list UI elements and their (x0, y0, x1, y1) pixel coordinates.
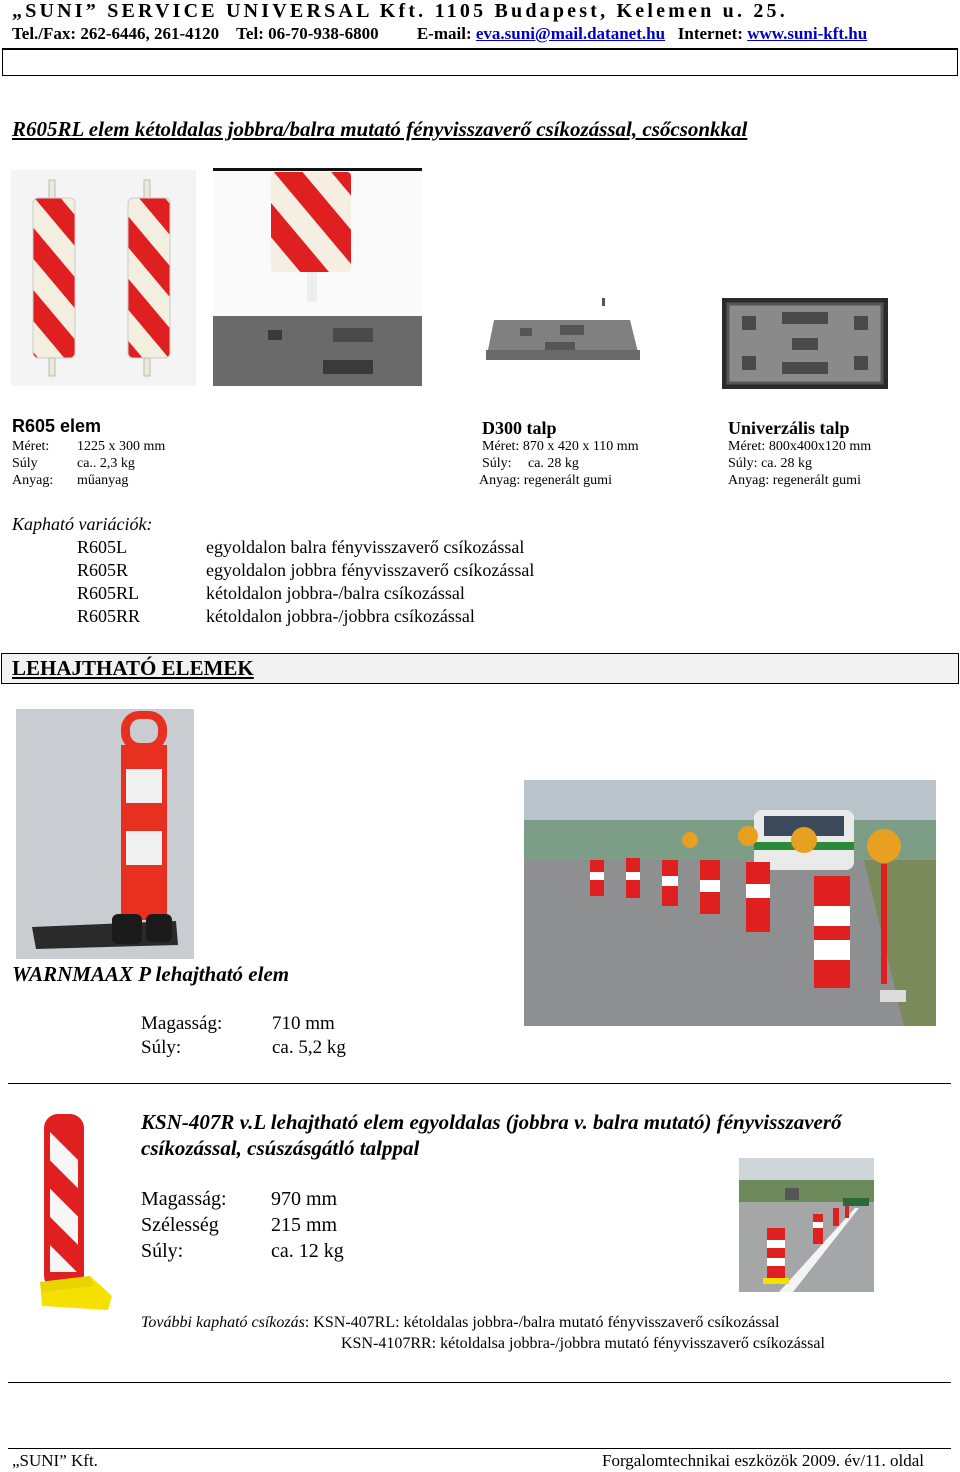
universal-base-photo (722, 298, 888, 389)
ksn-title-line1: KSN-407R v.L lehajtható elem egyoldalas (jobbra v. balra mutató) fényvisszaverő (141, 1110, 842, 1134)
ksn-height: 970 mm (271, 1188, 338, 1210)
email-link[interactable]: eva.suni@mail.datanet.hu (475, 24, 666, 43)
r605-material-label: Anyag: (12, 473, 54, 488)
d300-material: Anyag: regenerált gumi (479, 473, 612, 488)
road-scene-photo (524, 780, 936, 1026)
variation-code: R605R (77, 560, 129, 580)
more-variant-rl: : KSN-407RL: kétoldalas jobbra-/balra mutató fényvisszaverő csíkozással (304, 1314, 780, 1331)
section-title: LEHAJTHATÓ ELEMEK (12, 656, 254, 680)
header-box (2, 48, 958, 76)
variation-desc: egyoldalon balra fényvisszaverő csíkozással (206, 537, 525, 557)
d300-weight: ca. 28 kg (528, 456, 579, 471)
r605-weight: ca.. 2,3 kg (77, 456, 135, 471)
ksn-width: 215 mm (271, 1214, 338, 1236)
d300-weight-label: Súly: (482, 456, 512, 471)
company-header: „SUNI” SERVICE UNIVERSAL Kft. 1105 Budapest, Kelemen u. 25. (12, 0, 788, 22)
page-title: R605RL elem kétoldalas jobbra/balra mutató fényvisszaverő csíkozással, csőcsonkkal (12, 117, 748, 141)
more-variants-label: További kapható csíkozás (141, 1314, 305, 1331)
universal-material: Anyag: regenerált gumi (728, 473, 861, 488)
phone-fax: Tel./Fax: 262-6446, 261-4120 (12, 24, 220, 43)
universal-size: Méret: 800x400x120 mm (728, 439, 872, 454)
variation-code: R605RL (77, 583, 140, 603)
footer-divider (8, 1448, 951, 1449)
d300-size: Méret: 870 x 420 x 110 mm (482, 439, 639, 454)
r605-on-base-photo (213, 168, 422, 386)
variation-code: R605RR (77, 606, 141, 626)
r605-size-label: Méret: (12, 439, 50, 454)
variations-label: Kapható variációk: (12, 514, 153, 534)
divider (8, 1083, 951, 1084)
warnmaax-photo (16, 709, 194, 959)
variation-desc: egyoldalon jobbra fényvisszaverő csíkozással (206, 560, 535, 580)
footer-page-info: Forgalomtechnikai eszközök 2009. év/11. oldal (602, 1451, 924, 1470)
divider (8, 1382, 951, 1383)
d300-name: D300 talp (482, 418, 557, 438)
variation-desc: kétoldalon jobbra-/jobbra csíkozással (206, 606, 475, 626)
ksn-title-line2: csíkozással, csúszásgátló talppal (141, 1136, 420, 1160)
warnmaax-weight-label: Súly: (141, 1037, 182, 1058)
section-header (1, 653, 959, 684)
warnmaax-title: WARNMAAX P lehajtható elem (12, 962, 290, 986)
universal-name: Univerzális talp (728, 418, 850, 438)
email-label: E-mail: (416, 24, 472, 43)
variation-desc: kétoldalon jobbra-/balra csíkozással (206, 583, 465, 603)
ksn-height-label: Magasság: (141, 1188, 227, 1210)
website-link[interactable]: www.suni-kft.hu (747, 24, 868, 43)
ksn-road-photo (739, 1158, 874, 1292)
contact-line (12, 24, 867, 44)
warnmaax-height-label: Magasság: (141, 1013, 223, 1034)
footer-company: „SUNI” Kft. (12, 1451, 98, 1470)
warnmaax-height: 710 mm (272, 1013, 335, 1034)
more-variants-line1 (141, 1314, 779, 1332)
mobile-phone: Tel: 06-70-938-6800 (236, 24, 379, 43)
r605-weight-label: Súly (12, 456, 38, 471)
variation-code: R605L (77, 537, 128, 557)
ksn-width-label: Szélesség (141, 1214, 219, 1236)
r605-name: R605 elem (12, 416, 102, 436)
d300-base-photo (480, 290, 645, 380)
internet-label: Internet: (677, 24, 743, 43)
ksn-photo (24, 1106, 134, 1316)
r605-size: 1225 x 300 mm (77, 439, 166, 454)
ksn-weight-label: Súly: (141, 1240, 184, 1262)
ksn-weight: ca. 12 kg (271, 1240, 344, 1262)
r605-photo (11, 170, 196, 386)
more-variant-rr: KSN-4107RR: kétoldalsa jobbra-/jobbra mutató fényvisszaverő csíkozással (341, 1335, 825, 1352)
universal-weight: Súly: ca. 28 kg (728, 456, 812, 471)
r605-material: műanyag (77, 473, 129, 488)
warnmaax-weight: ca. 5,2 kg (272, 1037, 346, 1058)
